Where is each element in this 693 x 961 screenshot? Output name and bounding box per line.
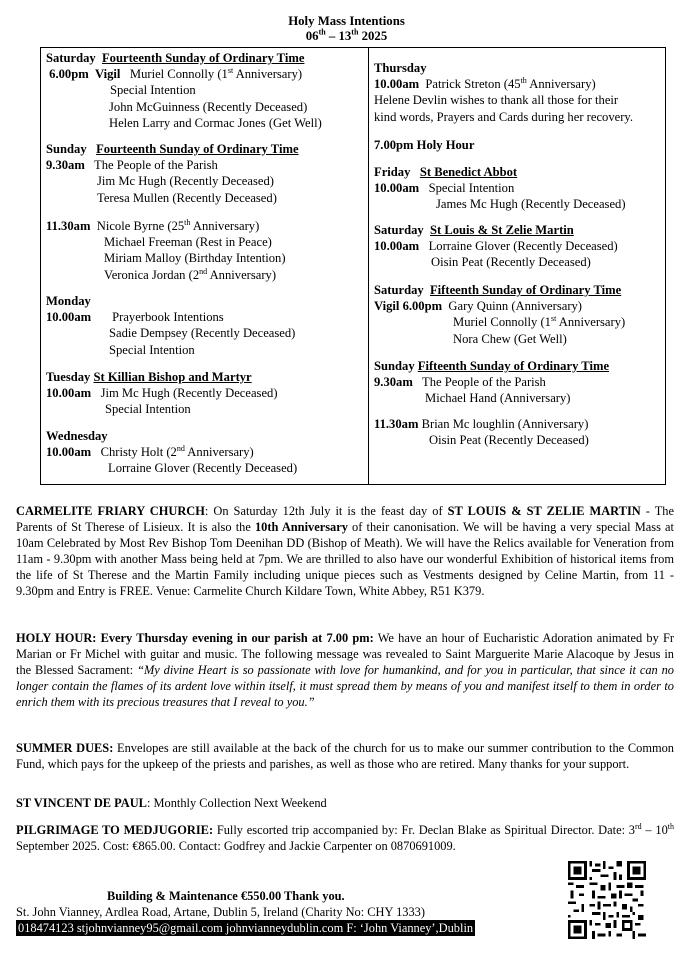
tuesday-block: Tuesday St Killian Bishop and Martyr 10.00am Jim Mc Hugh (Recently Deceased) Special Intention (46, 370, 278, 417)
building-maintenance-line: Building & Maintenance €550.00 Thank you. (107, 889, 345, 903)
pilgrimage-paragraph: PILGRIMAGE TO MEDJUGORIE: Fully escorted trip accompanied by: Fr. Declan Blake as Spiritual Director. Date: 3rd – 10th September 2025. Cost: €865.00. Contact: Godfrey and Jackie Carpenter on 0870691009. (16, 821, 675, 853)
summer-dues-heading: SUMMER DUES: (16, 741, 114, 755)
svdp-heading: ST VINCENT DE PAUL (16, 796, 147, 810)
sacred-heart-quote: “My divine Heart is so passionate with love for humankind, and for you in particular, that since it can no longer contain the flames of its ardent love within itself, it must spread them by means of you and manifest itself to them in order to enrich them with its precious treasures that I reveal to you.” (16, 663, 674, 709)
left-column (41, 48, 369, 484)
monday-block: Monday 10.00am Prayerbook Intentions Sadie Dempsey (Recently Deceased) Special Intention (46, 294, 296, 357)
page-title (0, 14, 693, 44)
holy-hour-line: 7.00pm Holy Hour (374, 138, 475, 152)
saturday-vigil-block: Saturday Fifteenth Sunday of Ordinary Time Vigil 6.00pm Gary Quinn (Anniversary) Muriel Connolly (1st Anniversary) Nora Chew (Get Well) (374, 283, 626, 346)
wednesday-block: Wednesday 10.00am Christy Holt (2nd Anniversary) Lorraine Glover (Recently Deceased) (46, 429, 298, 476)
holy-hour-paragraph: HOLY HOUR: Every Thursday evening in our parish at 7.00 pm: We have an hour of Eucharistic Adoration animated by Fr Marian or Fr Michel with guitar and music. The following message was revealed to Saint Marguerite Marie Alacoque by Jesus in the Blessed Sacrament: “My divine Heart is so passionate with love for humankind, and for you in particular, that since it can no longer contain the flames of its ardent love within itself, it must spread them by means of you and manifest itself to them in order to enrich them with its precious treasures that I reveal to you.” (16, 631, 675, 709)
title-text: Holy Mass Intentions (288, 14, 405, 28)
mass-intentions-table (40, 47, 666, 485)
pilgrimage-heading: PILGRIMAGE TO MEDJUGORIE: (16, 823, 214, 837)
parish-address: St. John Vianney, Ardlea Road, Artane, Dublin 5, Ireland (Charity No: CHY 1333) (16, 905, 425, 919)
holy-hour-heading: HOLY HOUR: Every Thursday evening in our parish at 7.00 pm: (16, 631, 374, 645)
sunday-block: Sunday Fourteenth Sunday of Ordinary Time 9.30am The People of the Parish Jim Mc Hugh (Recently Deceased) Teresa Mullen (Recently Deceased) (46, 142, 299, 205)
right-column (369, 48, 665, 484)
date-range: 06th – 13th 2025 (305, 27, 388, 43)
saturday-block: Saturday Fourteenth Sunday of Ordinary Time 6.00pm Vigil Muriel Connolly (1st Anniversary) Special Intention John McGuinness (Recently Deceased) Helen Larry and Cormac Jones (Get Well) (46, 51, 322, 130)
svdp-paragraph: ST VINCENT DE PAUL: Monthly Collection Next Weekend (16, 796, 327, 810)
summer-dues-paragraph: SUMMER DUES: Envelopes are still available at the back of the church for us to make our summer contribution to the Common Fund, which pays for the upkeep of the priests and parishes, as well as those who are retired. Many thanks for your support. (16, 741, 674, 771)
footer (16, 888, 576, 936)
sunday-right-1130-block: 11.30am Brian Mc loughlin (Anniversary) Oisin Peat (Recently Deceased) (374, 417, 589, 448)
thursday-block: Thursday 10.00am Patrick Streton (45th Anniversary) Helene Devlin wishes to thank all those for their kind words, Prayers and Cards during her recovery. (374, 61, 634, 124)
carmelite-heading: CARMELITE FRIARY CHURCH (16, 504, 205, 518)
contact-bar: 018474123 stjohnvianney95@gmail.com johnvianneydublin.com F: ‘John Vianney’,Dublin (18, 921, 474, 935)
sunday-1130-block: 11.30am Nicole Byrne (25th Anniversary) Michael Freeman (Rest in Peace) Miriam Malloy (Birthday Intention) Veronica Jordan (2nd Anniversary) (46, 217, 286, 282)
carmelite-paragraph: CARMELITE FRIARY CHURCH: On Saturday 12th July it is the feast day of ST LOUIS & ST ZELIE MARTIN - The Parents of St Therese of Lisieux. It is also the 10th Anniversary of their canonisation. We will be having a very special Mass at 10am Celebrated by Most Rev Bishop Tom Deenihan DD (Bishop of Meath). We will have the Relics available for Veneration from 11am - 9.30pm with another Mass being held at 7pm. We are thrilled to also have our wonderful Exhibition of historical items from the life of St Therese and the Martin Family including unique pieces such as Vestments designed by Celine Martin, from 11 - 9.30pm and Entry is FREE. Venue: Carmelite Church Kildare Town, White Abbey, R51 K379. (16, 504, 674, 598)
saturday-stlouis-block: Saturday St Louis & St Zelie Martin 10.00am Lorraine Glover (Recently Deceased) Oisin Peat (Recently Deceased) (374, 223, 618, 270)
qr-code-icon (568, 860, 646, 940)
sunday-right-block: Sunday Fifteenth Sunday of Ordinary Time 9.30am The People of the Parish Michael Hand (Anniversary) (374, 359, 610, 406)
friday-block: Friday St Benedict Abbot 10.00am Special Intention James Mc Hugh (Recently Deceased) (374, 165, 626, 212)
